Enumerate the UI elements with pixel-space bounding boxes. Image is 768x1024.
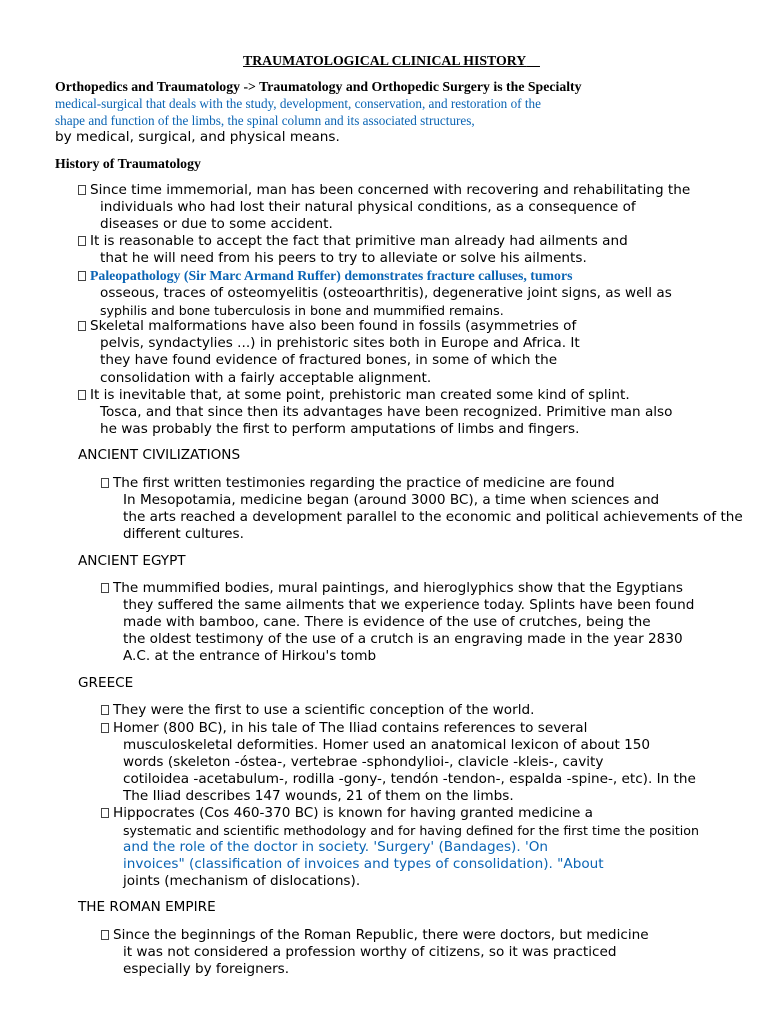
greece-heading: GREECE — [78, 675, 134, 691]
egypt-line: A.C. at the entrance of Hirkou's tomb — [123, 648, 377, 664]
egypt-line: they suffered the same ailments that we experience today. Splints have been found — [123, 597, 695, 613]
history-bullet-4-line: pelvis, syndactylies ...) in prehistoric sites both in Europe and Africa. It — [100, 335, 580, 351]
history-heading: History of Traumatology — [55, 156, 201, 171]
history-bullet-3: Paleopathology (Sir Marc Armand Ruffer) demonstrates fracture calluses, tumors — [78, 267, 572, 284]
box-icon — [101, 808, 109, 818]
greece-line: and the role of the doctor in society. 'Surgery' (Bandages). 'On — [123, 839, 549, 855]
history-bullet-3-line: syphilis and bone tuberculosis in bone and mummified remains. — [100, 303, 504, 318]
box-icon — [101, 930, 109, 940]
box-icon — [78, 390, 86, 400]
history-bullet-3-line: osseous, traces of osteomyelitis (osteoarthritis), degenerative joint signs, as well as — [100, 285, 672, 301]
greece-line: joints (mechanism of dislocations). — [123, 873, 361, 889]
history-bullet-2: It is reasonable to accept the fact that primitive man already had ailments and — [78, 233, 628, 250]
ancient-civ-line: In Mesopotamia, medicine began (around 3000 BC), a time when sciences and — [123, 492, 660, 508]
intro-line-3: shape and function of the limbs, the spinal column and its associated structures, — [55, 113, 475, 128]
intro-line-4: by medical, surgical, and physical means. — [55, 129, 340, 145]
box-icon — [101, 705, 109, 715]
history-bullet-2-line: that he will need from his peers to try to alleviate or solve his ailments. — [100, 250, 587, 266]
greece-bullet-1: They were the first to use a scientific conception of the world. — [101, 702, 534, 719]
ancient-civ-line: different cultures. — [123, 526, 244, 542]
intro-line-2: medical-surgical that deals with the study, development, conservation, and restoration of the — [55, 96, 541, 111]
greece-bullet-2: Homer (800 BC), in his tale of The Iliad contains references to several — [101, 720, 587, 737]
history-bullet-1-line: diseases or due to some accident. — [100, 216, 333, 232]
history-bullet-4: Skeletal malformations have also been found in fossils (asymmetries of — [78, 318, 576, 335]
egypt-bullet-1: The mummified bodies, mural paintings, and hieroglyphics show that the Egyptians — [101, 580, 683, 597]
rome-bullet-1: Since the beginnings of the Roman Republic, there were doctors, but medicine — [101, 927, 649, 944]
greece-line: The Iliad describes 147 wounds, 21 of them on the limbs. — [123, 788, 514, 804]
ancient-civ-bullet-1: The first written testimonies regarding the practice of medicine are found — [101, 475, 615, 492]
roman-empire-heading: THE ROMAN EMPIRE — [78, 899, 216, 915]
history-bullet-4-line: consolidation with a fairly acceptable alignment. — [100, 370, 432, 386]
history-bullet-5: It is inevitable that, at some point, prehistoric man created some kind of splint. — [78, 387, 630, 404]
greece-line: musculoskeletal deformities. Homer used an anatomical lexicon of about 150 — [123, 737, 651, 753]
box-icon — [78, 321, 86, 331]
box-icon — [101, 583, 109, 593]
greece-line: systematic and scientific methodology and for having defined for the first time the position — [123, 823, 699, 838]
history-bullet-5-line: he was probably the first to perform amputations of limbs and fingers. — [100, 421, 580, 437]
greece-line: words (skeleton -óstea-, vertebrae -sphondylioi-, clavicle -kleis-, cavity — [123, 754, 604, 770]
box-icon — [78, 236, 86, 246]
greece-line: cotiloidea -acetabulum-, rodilla -gony-, tendón -tendon-, espalda -spine-, etc). In the — [123, 771, 696, 787]
box-icon — [101, 723, 109, 733]
history-bullet-4-line: they have found evidence of fractured bones, in some of which the — [100, 352, 558, 368]
rome-line: especially by foreigners. — [123, 961, 290, 977]
intro-line-1: Orthopedics and Traumatology -> Traumatology and Orthopedic Surgery is the Specialty — [55, 79, 582, 94]
history-bullet-5-line: Tosca, and that since then its advantages have been recognized. Primitive man also — [100, 404, 673, 420]
ancient-civ-line: the arts reached a development parallel to the economic and political achievements of the — [123, 509, 743, 525]
egypt-line: made with bamboo, cane. There is evidence of the use of crutches, being the — [123, 614, 651, 630]
ancient-egypt-heading: ANCIENT EGYPT — [78, 553, 186, 569]
ancient-civilizations-heading: ANCIENT CIVILIZATIONS — [78, 447, 241, 463]
rome-line: it was not considered a profession worthy of citizens, so it was practiced — [123, 944, 617, 960]
history-bullet-1-line: individuals who had lost their natural physical conditions, as a consequence of — [100, 199, 636, 215]
egypt-line: the oldest testimony of the use of a crutch is an engraving made in the year 2830 — [123, 631, 683, 647]
box-icon — [78, 185, 86, 195]
box-icon — [101, 478, 109, 488]
history-bullet-1: Since time immemorial, man has been concerned with recovering and rehabilitating the — [78, 182, 690, 199]
box-icon — [78, 271, 86, 281]
greece-bullet-3: Hippocrates (Cos 460-370 BC) is known for having granted medicine a — [101, 805, 593, 822]
greece-line: invoices" (classification of invoices and types of consolidation). "About — [123, 856, 604, 872]
document-title: TRAUMATOLOGICAL CLINICAL HISTORY — [243, 53, 527, 68]
